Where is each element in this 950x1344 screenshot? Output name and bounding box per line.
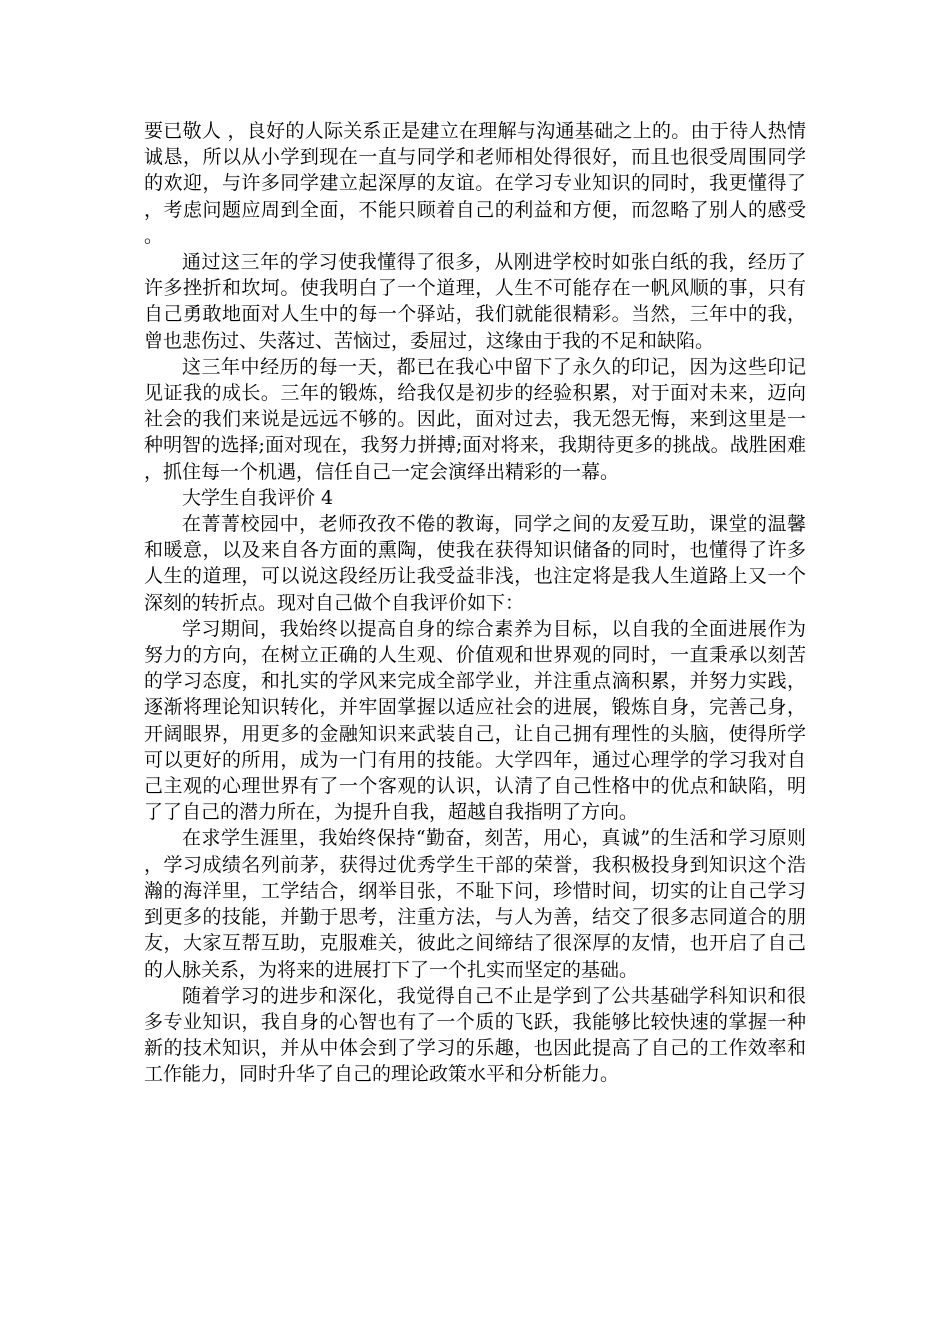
paragraph: 学习期间，我始终以提高自身的综合素养为目标，以自我的全面进展作为努力的方向，在树立正确的人生观、价值观和世界观的同时，一直秉承以刻苦的学习态度，和扎实的学风来完成全部学业，并注重点滴积累，并努力实践，逐渐将理论知识转化，并牢固掌握以适应社会的进展，锻炼自身，完善己身，开阔眼界，用更多的金融知识来武装自己，让自己拥有理性的头脑，使得所学可以更好的所用，成为一门有用的技能。大学四年，通过心理学的学习我对自己主观的心理世界有了一个客观的认识，认清了自己性格中的优点和缺陷，明了了自己的潜力所在，为提升自我，超越自我指明了方向。 [144, 617, 806, 824]
paragraph: 随着学习的进步和深化，我觉得自己不止是学到了公共基础学科知识和很多专业知识，我自身的心智也有了一个质的飞跃，我能够比较快速的掌握一种新的技术知识，并从中体会到了学习的乐趣，也因此提高了自己的工作效率和工作能力，同时升华了自己的理论政策水平和分析能力。 [144, 984, 806, 1086]
paragraph: 在菁菁校园中，老师孜孜不倦的教诲，同学之间的友爱互助，课堂的温馨和暖意，以及来自各方面的熏陶，使我在获得知识储备的同时，也懂得了许多人生的道理，可以说这段经历让我受益非浅，也注定将是我人生道路上又一个深刻的转折点。现对自己做个自我评价如下： [144, 513, 806, 614]
document-page [144, 118, 806, 1088]
section-heading: 大学生自我评价 4 [182, 486, 334, 509]
paragraph: 这三年中经历的每一天，都已在我心中留下了永久的印记，因为这些印记见证我的成长。三年的锻炼，给我仅是初步的经验积累，对于面对未来，迈向社会的我们来说是远远不够的。因此，面对过去，我无怨无悔，来到这里是一种明智的选择;面对现在，我努力拼搏;面对将来，我期待更多的挑战。战胜困难，抓住每一个机遇，信任自己一定会演绎出精彩的一幕。 [144, 355, 806, 483]
paragraph: 在求学生涯里，我始终保持“勤奋，刻苦，用心，真诚”的生活和学习原则，学习成绩名列前茅，获得过优秀学生干部的荣誉，我积极投身到知识这个浩瀚的海洋里，工学结合，纲举目张，不耻下问，珍惜时间，切实的让自己学习到更多的技能，并勤于思考，注重方法，与人为善，结交了很多志同道合的朋友，大家互帮互助，克服难关，彼此之间缔结了很深厚的友情，也开启了自己的人脉关系，为将来的进展打下了一个扎实而坚定的基础。 [144, 827, 806, 981]
paragraph-continued: 要已敬人 ，良好的人际关系正是建立在理解与沟通基础之上的。由于待人热情诚恳，所以从小学到现在一直与同学和老师相处得很好，而且也很受周围同学的欢迎，与许多同学建立起深厚的友谊。在学习专业知识的同时，我更懂得了，考虑问题应周到全面，不能只顾着自己的利益和方便，而忽略了别人的感受。 [144, 120, 806, 247]
paragraph: 通过这三年的学习使我懂得了很多，从刚进学校时如张白纸的我，经历了许多挫折和坎坷。使我明白了一个道理，人生不可能存在一帆风顺的事，只有自己勇敢地面对人生中的每一个驿站，我们就能很精彩。当然，三年中的我，曾也悲伤过、失落过、苦恼过，委屈过，这缘由于我的不足和缺陷。 [144, 251, 806, 352]
